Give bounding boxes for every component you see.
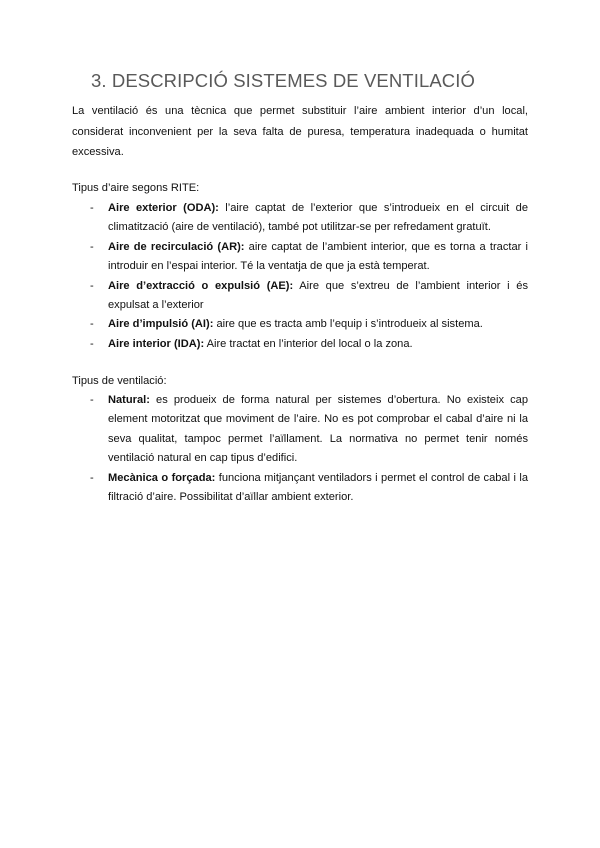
list-item [72,391,528,469]
list-item-term: Aire exterior (ODA): [108,202,219,214]
bullet-dash: - [90,240,94,253]
list-item-term: Mecànica o forçada: [108,471,216,484]
list-item [72,277,528,316]
list-item-desc: es produeix de forma natural per sistemes d’obertura. No existeix cap element motoritzat que moviment de l’aire. No es pot comprobar el cabal d’aire ni la seva qualitat, tampoc permet l’aïllament. La normativa no permet tenir només ventilació natural en cap tipus d’edifici. [108,394,528,465]
intro-paragraph: La ventilació és una tècnica que permet substituir l’aire ambient interior d’un local, considerat inconvenient per la seva falta de puresa, temperatura inadequada o humitat excessiva. [72,105,528,158]
list-item [72,199,528,238]
list-item-desc: funciona mitjançant ventiladors i permet el control de cabal i la filtració d’aire. Possibilitat d’aïllar ambient exterior. [108,471,528,504]
ventilation-types-list [72,391,528,507]
ventilation-types-label: Tipus de ventilació: [72,375,167,387]
list-item-desc: aire que es tracta amb l’equip i s’introdueix al sistema. [213,318,483,331]
list-item-term: Natural: [108,394,150,406]
list-item [72,335,528,354]
list-item [72,238,528,277]
air-types-list [72,199,528,354]
list-item-term: Aire d’extracció o expulsió (AE): [108,279,294,292]
list-item-term: Aire interior (IDA): [108,337,205,350]
list-item-desc: Aire tractat en l’interior del local o la zona. [204,337,413,350]
list-item [72,315,528,334]
list-item-desc: aire captat de l’ambient interior, que es torna a tractar i introduir en l’espai interior. Té la ventatja de que ja està temperat. [108,240,528,273]
bullet-dash: - [90,279,94,292]
bullet-dash: - [90,394,94,406]
list-item-desc: Aire que s’extreu de l’ambient interior i és expulsat a l’exterior [108,279,528,312]
list-item-term: Aire d’impulsió (AI): [108,318,214,331]
bullet-dash: - [90,202,94,214]
bullet-dash: - [90,471,94,484]
section-title: 3. DESCRIPCIÓ SISTEMES DE VENTILACIÓ [91,70,475,91]
list-item-desc: l’aire captat de l’exterior que s’introdueix en el circuit de climatització (aire de ventilació), també pot utilitzar-se per refredament gratuït. [108,202,528,234]
list-item [72,469,528,508]
air-types-label: Tipus d’aire segons RITE: [72,182,200,194]
bullet-dash: - [90,337,94,350]
list-item-term: Aire de recirculació (AR): [108,240,245,253]
bullet-dash: - [90,318,94,331]
